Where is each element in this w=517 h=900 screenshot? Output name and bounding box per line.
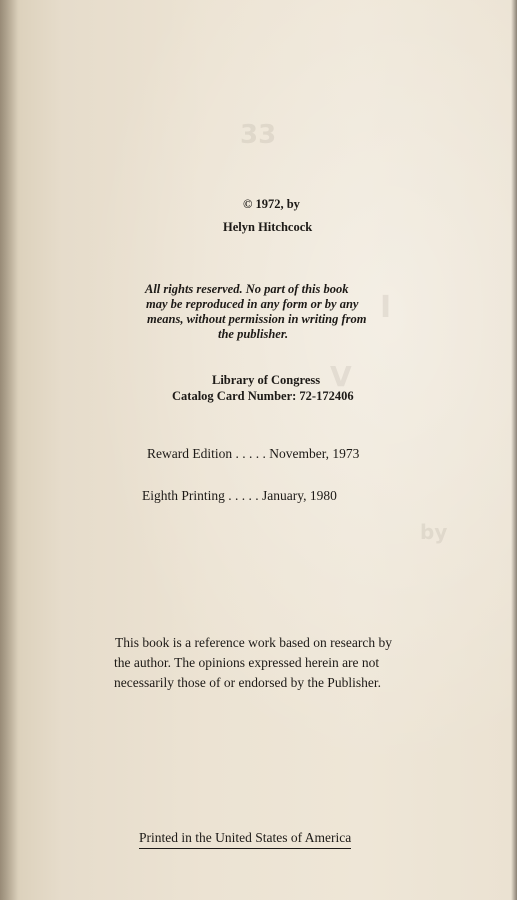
disclaimer-line-2: the author. The opinions expressed herein are not (114, 655, 380, 670)
eighth-printing: Eighth Printing . . . . . January, 1980 (142, 488, 337, 503)
printed-in-usa: Printed in the United States of America (139, 830, 351, 849)
rights-line-1: All rights reserved. No part of this book (145, 282, 349, 296)
reward-edition: Reward Edition . . . . . November, 1973 (147, 446, 360, 461)
show-through-decoration: V (330, 360, 352, 393)
rights-line-3: means, without permission in writing from (147, 312, 367, 326)
show-through-decoration: 33 (240, 120, 277, 150)
disclaimer-line-3: necessarily those of or endorsed by the Publisher. (114, 675, 381, 690)
rights-line-4: the publisher. (218, 327, 289, 341)
show-through-decoration: by (420, 520, 448, 544)
rights-line-2: may be reproduced in any form or by any (146, 297, 359, 311)
copyright-author: Helyn Hitchcock (223, 220, 313, 234)
library-of-congress: Library of Congress (212, 373, 321, 387)
copyright-line: © 1972, by (243, 197, 300, 211)
disclaimer-line-1: This book is a reference work based on research by (115, 635, 393, 650)
catalog-card-number: Catalog Card Number: 72-172406 (172, 389, 354, 403)
show-through-decoration: I (380, 290, 392, 325)
